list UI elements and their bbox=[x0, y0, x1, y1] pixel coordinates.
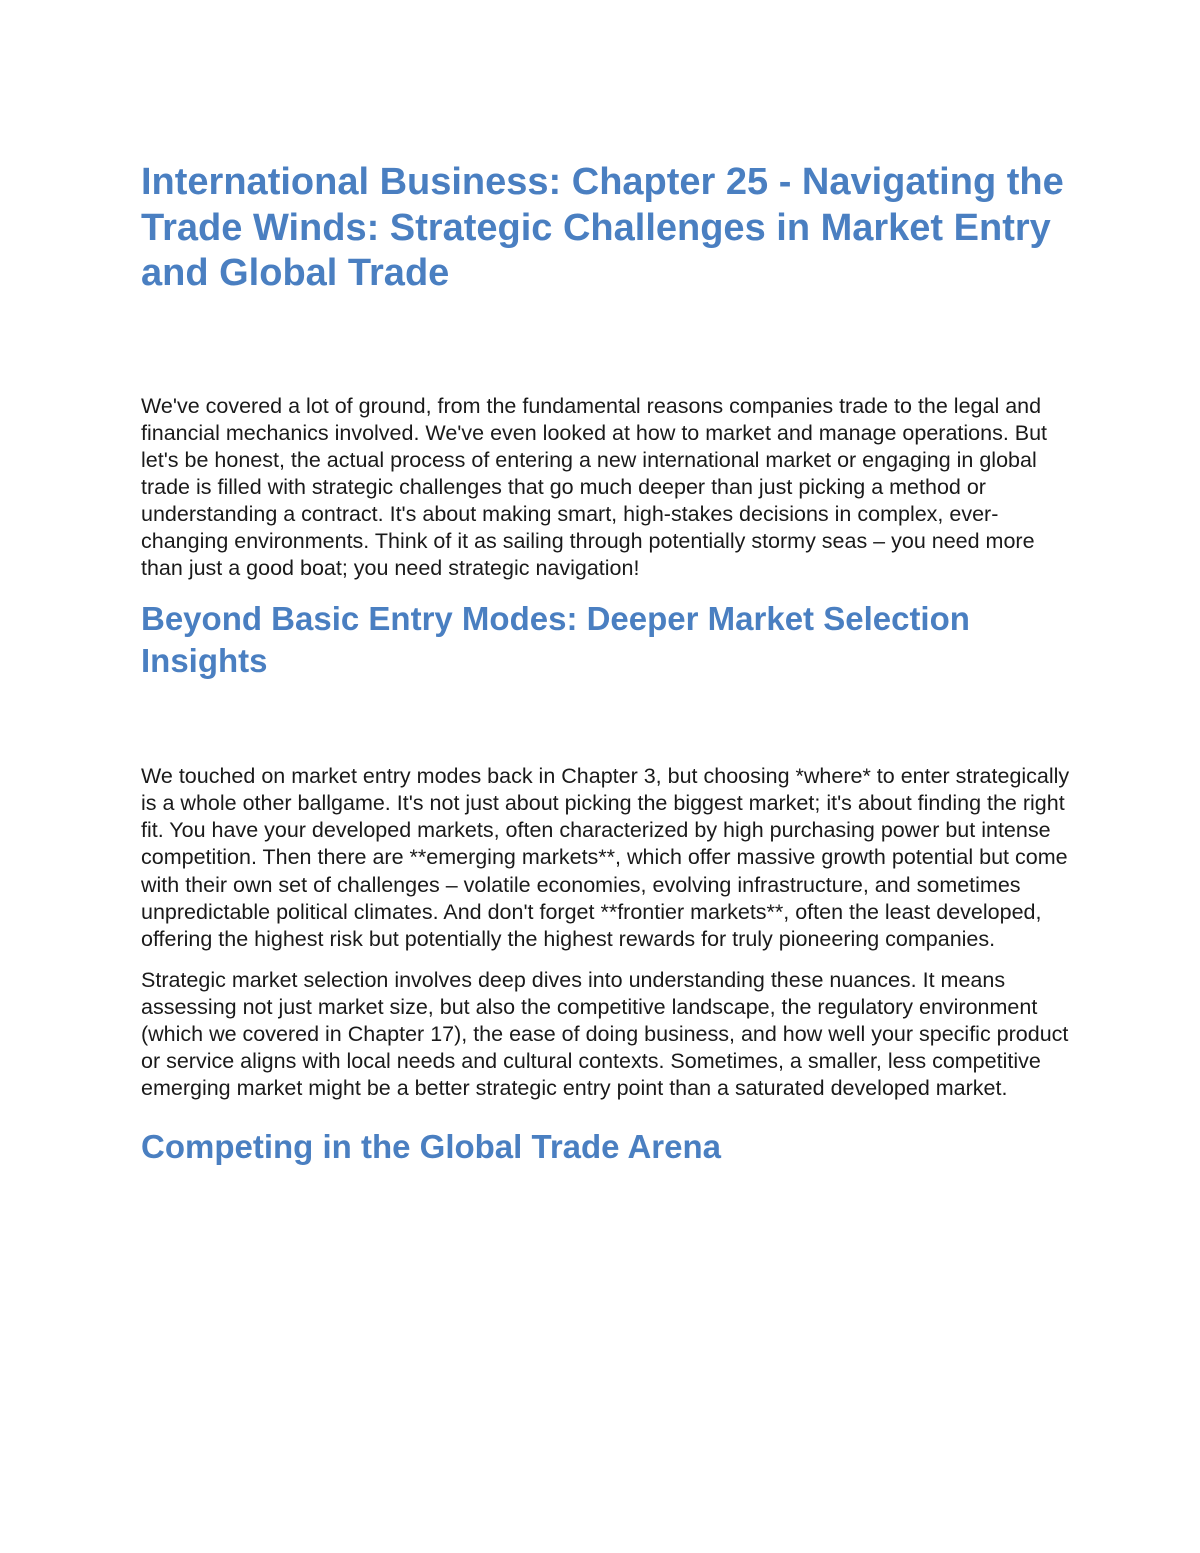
section-heading-market-selection: Beyond Basic Entry Modes: Deeper Market Selection Insights bbox=[141, 600, 970, 680]
intro-paragraph: We've covered a lot of ground, from the fundamental reasons companies trade to the legal and financial mechanics involved. We've even looked at how to market and manage operations. But let's be honest, the actual process of entering a new international market or engaging in global trade is filled with strategic challenges that go much deeper than just picking a method or understanding a contract. It's about making smart, high-stakes decisions in complex, ever-changing environments. Think of it as sailing through potentially stormy seas – you need more than just a good boat; you need strategic navigation! bbox=[141, 393, 1048, 581]
market-selection-paragraph-2: Strategic market selection involves deep dives into understanding these nuances. It means assessing not just market size, but also the competitive landscape, the regulatory environment (which we covered in Chapter 17), the ease of doing business, and how well your specific product or service aligns with local needs and cultural contexts. Sometimes, a smaller, less competitive emerging market might be a better strategic entry point than a saturated developed market. bbox=[141, 967, 1069, 1101]
document-page bbox=[141, 160, 1071, 1168]
document-title: International Business: Chapter 25 - Navigating the Trade Winds: Strategic Challenges in Market Entry and Global Trade bbox=[141, 161, 1064, 294]
section-heading-global-trade-arena: Competing in the Global Trade Arena bbox=[141, 1128, 722, 1166]
market-selection-paragraph-1: We touched on market entry modes back in Chapter 3, but choosing *where* to enter strategically is a whole other ballgame. It's not just about picking the biggest market; it's about finding the right fit. You have your developed markets, often characterized by high purchasing power but intense competition. Then there are **emerging markets**, which offer massive growth potential but come with their own set of challenges – volatile economies, evolving infrastructure, and sometimes unpredictable political climates. And don't forget **frontier markets**, often the least developed, offering the highest risk but potentially the highest rewards for truly pioneering companies. bbox=[141, 764, 1070, 951]
